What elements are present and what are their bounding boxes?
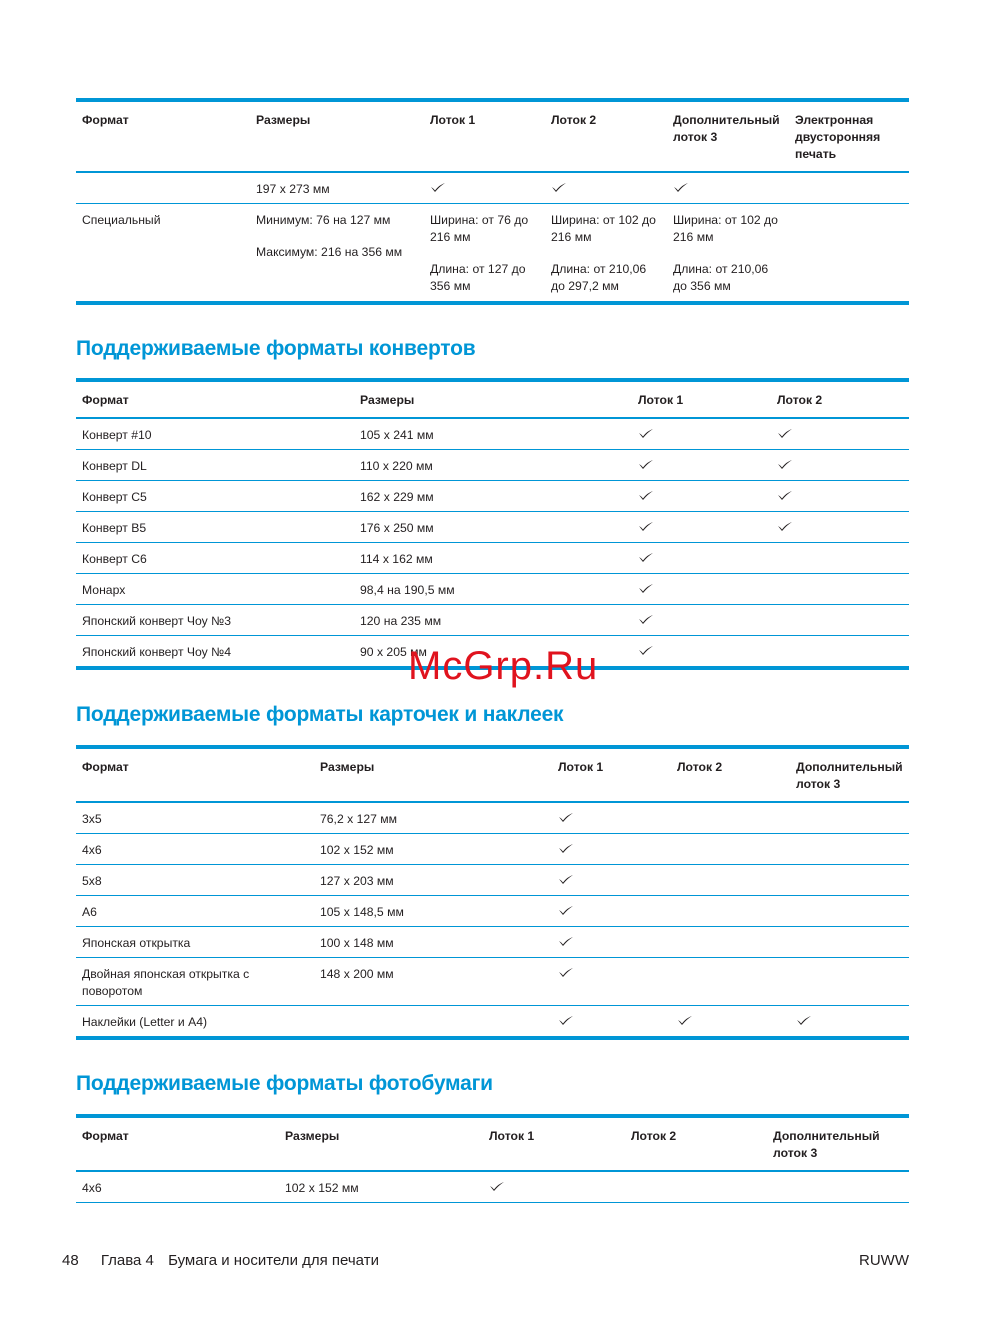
table-row xyxy=(76,605,909,636)
table-row xyxy=(76,418,909,450)
cell-size: 110 x 220 мм xyxy=(360,459,433,473)
table-header-row xyxy=(76,747,909,802)
checkmark-icon xyxy=(558,1014,574,1026)
cell-format: 4x6 xyxy=(82,1181,102,1195)
table-row xyxy=(76,543,909,574)
chapter-title: Бумага и носители для печати xyxy=(168,1252,379,1269)
cell-size: 76,2 x 127 мм xyxy=(320,812,398,826)
table-header-row xyxy=(76,380,909,418)
cell-size: 176 x 250 мм xyxy=(360,521,434,535)
checkmark-icon xyxy=(777,489,793,501)
checkmark-icon xyxy=(558,873,574,885)
tray2-width: Ширина: от 102 до 216 мм xyxy=(551,213,656,244)
chapter-label: Глава 4 xyxy=(100,1252,154,1269)
cell-size: 100 x 148 мм xyxy=(320,936,394,950)
table-row xyxy=(76,958,909,1006)
cell-format: Японский конверт Чоу №3 xyxy=(82,614,232,628)
cell-format: Специальный xyxy=(82,213,161,227)
cell-size: 105 x 148,5 мм xyxy=(320,905,404,919)
header-size: Размеры xyxy=(320,760,375,774)
checkmark-icon xyxy=(638,489,654,501)
table-header-row xyxy=(76,1116,909,1171)
envelopes-heading: Поддерживаемые форматы конвертов xyxy=(76,337,476,360)
checkmark-icon xyxy=(638,582,654,594)
table-row xyxy=(76,1006,909,1039)
cell-format: Японский конверт Чоу №4 xyxy=(82,645,232,659)
checkmark-icon xyxy=(638,427,654,439)
header-tray3: Дополнительный лоток 3 xyxy=(673,113,780,144)
checkmark-icon xyxy=(551,181,567,193)
table-row xyxy=(76,834,909,865)
table-row xyxy=(76,172,909,204)
checkmark-icon xyxy=(677,1014,693,1026)
header-tray2: Лоток 2 xyxy=(677,760,723,774)
header-size: Размеры xyxy=(360,393,415,407)
photo-table xyxy=(76,1114,909,1203)
checkmark-icon xyxy=(489,1180,505,1192)
cell-format: Конверт DL xyxy=(82,459,147,473)
photo-heading: Поддерживаемые форматы фотобумаги xyxy=(76,1072,493,1095)
table-row xyxy=(76,450,909,481)
doc-code: RUWW xyxy=(859,1252,909,1269)
cell-size xyxy=(314,1006,552,1039)
checkmark-icon xyxy=(558,811,574,823)
checkmark-icon xyxy=(638,458,654,470)
table-row xyxy=(76,1171,909,1203)
table-row xyxy=(76,865,909,896)
header-tray1: Лоток 1 xyxy=(638,393,684,407)
page-footer xyxy=(62,1252,909,1269)
header-size: Размеры xyxy=(256,113,311,127)
checkmark-icon xyxy=(673,181,689,193)
cell-size: 197 x 273 мм xyxy=(256,182,330,196)
tray2-length: Длина: от 210,06 до 297,2 мм xyxy=(551,262,647,293)
tray1-length: Длина: от 127 до 356 мм xyxy=(430,262,526,293)
size-max: Максимум: 216 на 356 мм xyxy=(256,245,403,259)
checkmark-icon xyxy=(558,904,574,916)
header-duplex: Электронная двусторонняя печать xyxy=(795,113,881,161)
cell-format: Конверт C6 xyxy=(82,552,147,566)
cell-format: 4x6 xyxy=(82,843,102,857)
cards-heading: Поддерживаемые форматы карточек и наклеек xyxy=(76,703,564,726)
size-min: Минимум: 76 на 127 мм xyxy=(256,213,391,227)
tray3-length: Длина: от 210,06 до 356 мм xyxy=(673,262,769,293)
checkmark-icon xyxy=(777,520,793,532)
cell-size: 162 x 229 мм xyxy=(360,490,434,504)
cell-size: 105 x 241 мм xyxy=(360,428,434,442)
checkmark-icon xyxy=(558,842,574,854)
watermark: McGrp.Ru xyxy=(408,644,599,688)
header-tray1: Лоток 1 xyxy=(489,1129,535,1143)
header-tray2: Лоток 2 xyxy=(631,1129,677,1143)
cell-size: 120 на 235 мм xyxy=(360,614,442,628)
table-row xyxy=(76,927,909,958)
header-tray2: Лоток 2 xyxy=(551,113,597,127)
cell-size: 102 x 152 мм xyxy=(285,1181,359,1195)
tray3-width: Ширина: от 102 до 216 мм xyxy=(673,213,778,244)
checkmark-icon xyxy=(430,181,446,193)
header-format: Формат xyxy=(82,760,129,774)
checkmark-icon xyxy=(777,458,793,470)
header-tray3: Дополнительный лоток 3 xyxy=(773,1129,880,1160)
cell-size: 127 x 203 мм xyxy=(320,874,394,888)
paper-sizes-table xyxy=(76,98,909,305)
checkmark-icon xyxy=(638,613,654,625)
table-row xyxy=(76,896,909,927)
cell-size: 90 x 205 мм xyxy=(360,645,427,659)
envelopes-table xyxy=(76,378,909,670)
checkmark-icon xyxy=(638,551,654,563)
cell-size: 98,4 на 190,5 мм xyxy=(360,583,455,597)
checkmark-icon xyxy=(777,427,793,439)
checkmark-icon xyxy=(638,520,654,532)
cell-format: Японская открытка xyxy=(82,936,191,950)
header-format: Формат xyxy=(82,393,129,407)
cell-format: Конверт B5 xyxy=(82,521,147,535)
checkmark-icon xyxy=(638,644,654,656)
cell-format: Монарх xyxy=(82,583,126,597)
cell-format xyxy=(76,172,250,204)
cards-table xyxy=(76,745,909,1040)
header-size: Размеры xyxy=(285,1129,340,1143)
cell-format: Наклейки (Letter и A4) xyxy=(82,1015,208,1029)
header-format: Формат xyxy=(82,113,129,127)
table-row xyxy=(76,802,909,834)
cell-format: A6 xyxy=(82,905,97,919)
table-row xyxy=(76,512,909,543)
cell-format: 3x5 xyxy=(82,812,102,826)
header-tray1: Лоток 1 xyxy=(430,113,476,127)
header-format: Формат xyxy=(82,1129,129,1143)
table-row xyxy=(76,204,909,303)
page-number: 48 xyxy=(62,1252,79,1269)
checkmark-icon xyxy=(558,966,574,978)
cell-format: Конверт C5 xyxy=(82,490,147,504)
cell-format: 5x8 xyxy=(82,874,102,888)
table-row xyxy=(76,481,909,512)
cell-size: 114 x 162 мм xyxy=(360,552,433,566)
checkmark-icon xyxy=(796,1014,812,1026)
cell-format: Конверт #10 xyxy=(82,428,152,442)
header-tray3: Дополнительный лоток 3 xyxy=(796,760,903,791)
table-header-row xyxy=(76,100,909,172)
cell-size: 148 x 200 мм xyxy=(320,967,394,981)
tray1-width: Ширина: от 76 до 216 мм xyxy=(430,213,529,244)
cell-format: Двойная японская открытка с поворотом xyxy=(82,967,250,998)
cell-size: 102 x 152 мм xyxy=(320,843,394,857)
checkmark-icon xyxy=(558,935,574,947)
header-tray1: Лоток 1 xyxy=(558,760,604,774)
table-row xyxy=(76,574,909,605)
header-tray2: Лоток 2 xyxy=(777,393,823,407)
